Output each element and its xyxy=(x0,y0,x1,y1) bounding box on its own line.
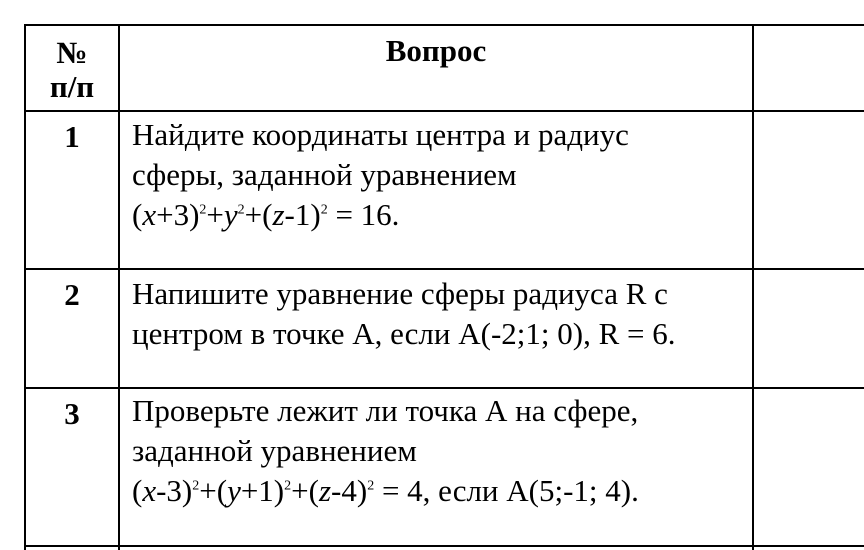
row-divider xyxy=(24,110,864,112)
table-border-top xyxy=(24,24,864,26)
header-question-label: Вопрос xyxy=(385,33,487,68)
sphere-equation: $(x+3)^2+y^2+(z-1)^2 = 16$. xyxy=(132,197,400,232)
question-text: Проверьте лежит ли точка А на сфере, заданной уравнением $(x-3)^2+(y+1)^2+(z-4)^2 = 4$, если А(5;-1; 4). xyxy=(132,391,752,511)
row-number: 2 xyxy=(64,277,80,312)
row-number: 1 xyxy=(64,119,80,154)
row-divider xyxy=(24,268,864,270)
row-number: 3 xyxy=(64,396,80,431)
sphere-equation: $(x-3)^2+(y+1)^2+(z-4)^2 = 4$, если А(5;-1; 4). xyxy=(132,473,639,508)
question-text: Найдите координаты центра и радиус сферы, заданной уравнением $(x+3)^2+y^2+(z-1)^2 = 16$. xyxy=(132,115,752,235)
question-text: Напишите уравнение сферы радиуса R с центром в точке А, если А(-2;1; 0), R = 6. xyxy=(132,276,676,351)
header-number-label: № п/п xyxy=(49,35,95,104)
column-divider xyxy=(752,24,754,550)
row-divider xyxy=(24,387,864,389)
row-divider xyxy=(24,545,864,547)
